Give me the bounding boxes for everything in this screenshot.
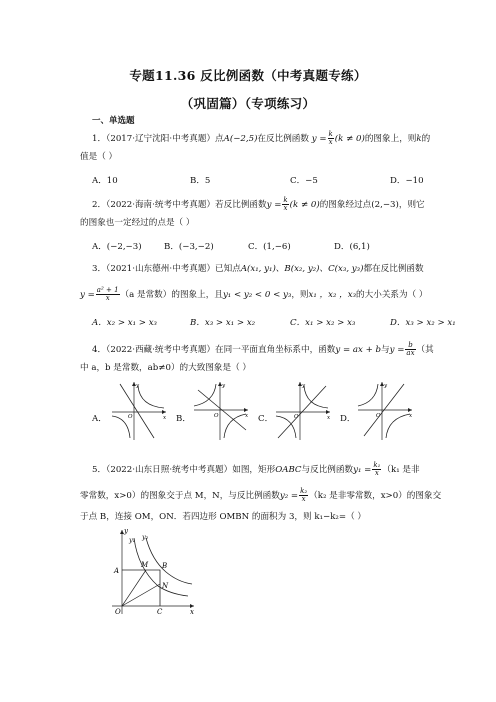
q4-option-d: D． xyxy=(340,414,356,424)
q5-func2-lhs: y₂ = xyxy=(279,491,299,501)
x-axis-label: x xyxy=(190,608,194,616)
q5-func2-num: k₂ xyxy=(300,487,308,495)
q3-point-b: B(x₂, y₂) xyxy=(284,264,320,274)
page-title: 专题11.36 反比例函数（中考真题专练） xyxy=(129,68,367,83)
q1-func-frac xyxy=(328,131,334,146)
q3-vars: x₁ ，x₂ ，x₃ xyxy=(308,290,357,300)
y-axis-label: y xyxy=(124,528,128,535)
q4-func-frac xyxy=(405,342,415,357)
q2-line1 xyxy=(92,197,425,212)
q1-line2: 值是（ ） xyxy=(80,152,118,162)
svg-text:x: x xyxy=(409,413,413,419)
q5-func1-frac xyxy=(372,462,381,477)
q4-graph-d xyxy=(354,380,414,442)
q1-text: 的图象上，则 xyxy=(364,134,417,144)
q4-option-a: A． xyxy=(92,414,107,424)
curve-y1-label: y₁ xyxy=(129,536,136,544)
rectangle-oabc xyxy=(122,570,160,606)
q3-func-num: a² + 1 xyxy=(96,286,119,294)
q3-line1 xyxy=(92,264,424,275)
q2-func-num: k xyxy=(283,196,288,204)
q3-inequality: y₁ < y₂ < 0 < y₃ xyxy=(222,290,292,300)
svg-text:O: O xyxy=(128,414,133,420)
q2-func-frac xyxy=(282,197,288,212)
q2-point: (2,−3) xyxy=(371,200,399,210)
q3-func-lhs: y = xyxy=(80,290,95,300)
q3-text: 的大小关系为（ ） xyxy=(356,290,428,300)
q3-separator: 、 xyxy=(319,264,329,274)
q5-func1-den: x xyxy=(374,469,379,477)
point-c-label: C xyxy=(157,608,163,616)
curve-y2-label: y₂ xyxy=(142,533,149,541)
q2-func-cond: (k ≠ 0) xyxy=(289,200,320,210)
svg-text:x: x xyxy=(327,415,331,421)
origin-label: O xyxy=(115,608,121,616)
q1-func-den: x xyxy=(328,138,333,146)
point-b-label: B xyxy=(162,562,168,570)
q5-text: 零常数，x>0）的图象交于点 M，N，与反比例函数 xyxy=(80,491,280,501)
q1-option-c: C．−5 xyxy=(290,176,318,186)
svg-text:x: x xyxy=(245,413,249,419)
svg-text:y: y xyxy=(302,383,306,389)
q4-line2: 中 a，b 是常数，ab≠0）的大致图象是（ ） xyxy=(80,363,252,373)
q1-var: k xyxy=(416,134,422,144)
q1-option-b: B．5 xyxy=(190,176,211,186)
q4-graph-b xyxy=(190,380,250,442)
svg-text:y: y xyxy=(136,383,140,389)
q3-text: 3．（2021·山东德州·中考真题）已知点 xyxy=(92,264,241,274)
q1-point: A(−2,5) xyxy=(223,134,258,144)
q5-line2 xyxy=(80,488,441,503)
q4-option-c: C． xyxy=(258,414,274,424)
q3-separator: 、 xyxy=(275,264,285,274)
page-subtitle: （巩固篇）（专项练习） xyxy=(180,96,316,111)
q3-func-den: x xyxy=(105,294,110,302)
q4-line1 xyxy=(92,342,434,357)
q5-line1 xyxy=(92,462,420,477)
q5-line3: 于点 B，连接 OM，ON．若四边形 OMBN 的面积为 3，则 k₁−k₂=（ ） xyxy=(80,512,366,522)
point-n-label: N xyxy=(162,582,169,590)
q4-func-num: b xyxy=(405,342,415,350)
q1-text: 的 xyxy=(421,134,431,144)
svg-text:O: O xyxy=(294,414,299,420)
q1-func-lhs: y = xyxy=(311,134,327,144)
q3-option-d: D．x₃ > x₂ > x₁ xyxy=(390,318,456,328)
q1-text: 在反比例函数 xyxy=(257,134,309,144)
curve-y2 xyxy=(146,538,192,584)
q4-text: 与 xyxy=(381,345,390,355)
q5-text: （k₁ 是非 xyxy=(382,465,420,475)
q1-line1 xyxy=(92,131,430,146)
q5-figure xyxy=(108,528,196,616)
q5-rectangle-name: OABC xyxy=(275,465,302,475)
q1-option-a: A．10 xyxy=(92,176,118,186)
q4-graph-a xyxy=(108,380,168,442)
q4-func-den: ax xyxy=(406,349,415,357)
svg-text:O: O xyxy=(376,413,381,419)
point-m-label: M xyxy=(141,561,149,569)
q3-option-a: A．x₂ > x₁ > x₃ xyxy=(92,318,158,328)
svg-text:y: y xyxy=(222,383,226,389)
q2-option-d: D．(6,1) xyxy=(334,242,370,252)
section-heading: 一、单选题 xyxy=(92,116,135,126)
q3-text: 都在反比例函数 xyxy=(363,264,424,274)
q1-text: 1．（2017·辽宁沈阳·中考真题）点 xyxy=(92,134,224,144)
q5-func2-frac xyxy=(299,488,308,503)
q4-func-lhs: y = xyxy=(389,345,405,355)
q5-text: 与反比例函数 xyxy=(301,465,354,475)
q4-text: （其 xyxy=(416,345,434,355)
q2-option-b: B．(−3,−2) xyxy=(164,242,214,252)
q4-graph-c xyxy=(272,380,332,442)
q3-line2 xyxy=(80,287,428,302)
q5-text: 5．（2022·山东日照·统考中考真题）如图，矩形 xyxy=(92,465,276,475)
q3-point-a: A(x₁, y₁) xyxy=(240,264,276,274)
q2-line2: 的图象也一定经过的点是（ ） xyxy=(80,218,195,228)
q5-text: （k₂ 是非零常数，x>0）的图象交 xyxy=(309,491,442,501)
q5-func1-lhs: y₁ = xyxy=(353,465,372,475)
q5-func1-num: k₁ xyxy=(373,461,381,469)
svg-text:x: x xyxy=(163,415,167,421)
q3-option-c: C．x₁ > x₂ > x₃ xyxy=(290,318,356,328)
q2-func-lhs: y = xyxy=(266,200,282,210)
svg-text:y: y xyxy=(384,383,388,389)
q2-option-c: C．(1,−6) xyxy=(248,242,291,252)
q1-option-d: D．−10 xyxy=(390,176,424,186)
q4-text: 4．（2022·西藏·统考中考真题）在同一平面直角坐标系中，函数 xyxy=(92,345,336,355)
q5-func2-den: x xyxy=(301,495,306,503)
q4-option-b: B． xyxy=(176,414,191,424)
q2-text: 的图象经过点 xyxy=(319,200,372,210)
q3-point-c: C(x₃, y₃) xyxy=(328,264,364,274)
q2-text: 2．（2022·海南·统考中考真题）若反比例函数 xyxy=(92,200,267,210)
q1-func-cond: (k ≠ 0) xyxy=(334,134,365,144)
q3-text: ，则 xyxy=(291,290,309,300)
q3-func-frac xyxy=(96,287,120,302)
q4-linear-func: y = ax + b xyxy=(335,345,382,355)
q2-text: ，则它 xyxy=(398,200,425,210)
point-a-label: A xyxy=(114,567,120,575)
q3-text: （a 是常数）的图象上，且 xyxy=(120,290,223,300)
q2-option-a: A．(−2,−3) xyxy=(92,242,142,252)
svg-text:O: O xyxy=(214,413,219,419)
q2-func-den: x xyxy=(283,204,288,212)
q3-option-b: B．x₃ > x₁ > x₂ xyxy=(190,318,256,328)
q1-func-num: k xyxy=(328,130,333,138)
